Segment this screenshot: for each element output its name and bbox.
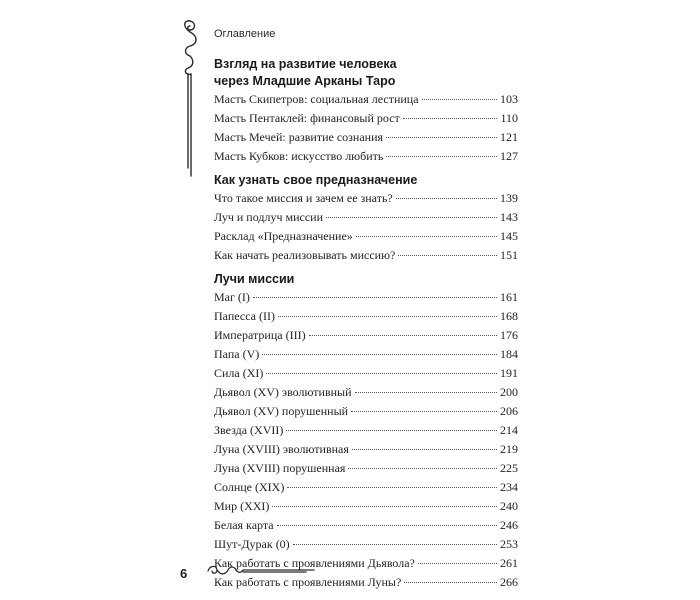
entry-title: Масть Мечей: развитие сознания bbox=[214, 130, 384, 144]
entry-page-number: 103 bbox=[500, 92, 518, 106]
entry-page-number: 200 bbox=[500, 385, 518, 399]
entry-page-number: 145 bbox=[500, 229, 518, 243]
page-number: 6 bbox=[180, 566, 188, 581]
entry-page-number: 191 bbox=[500, 366, 518, 380]
dot-leader bbox=[272, 505, 497, 507]
swirl-line-ornament-icon bbox=[206, 562, 316, 578]
toc-entry[interactable] bbox=[214, 516, 518, 535]
entry-page-number: 168 bbox=[500, 309, 518, 323]
dot-leader bbox=[422, 98, 497, 100]
table-of-contents bbox=[214, 56, 518, 598]
toc-entry[interactable] bbox=[214, 227, 518, 246]
entry-title: Масть Пентаклей: финансовый рост bbox=[214, 111, 400, 125]
entry-page-number: 253 bbox=[500, 537, 518, 551]
entry-page-number: 184 bbox=[500, 347, 518, 361]
toc-section bbox=[214, 56, 518, 166]
entry-page-number: 151 bbox=[500, 248, 518, 262]
dot-leader bbox=[277, 524, 497, 526]
section-title-line: Взгляд на развитие человека bbox=[214, 57, 397, 71]
entry-page-number: 246 bbox=[500, 518, 518, 532]
entry-title: Как начать реализовывать миссию? bbox=[214, 248, 396, 262]
vertical-scroll-ornament-icon bbox=[176, 18, 206, 178]
entry-title: Масть Кубков: искусство любить bbox=[214, 149, 384, 163]
dot-leader bbox=[403, 117, 497, 119]
toc-entry[interactable] bbox=[214, 90, 518, 109]
entry-title: Дьявол (XV) порушенный bbox=[214, 404, 349, 418]
entry-title: Папа (V) bbox=[214, 347, 260, 361]
entry-page-number: 176 bbox=[500, 328, 518, 342]
section-title-line: через Младшие Арканы Таро bbox=[214, 74, 396, 88]
entry-page-number: 214 bbox=[500, 423, 518, 437]
entry-title: Как работать с проявлениями Луны? bbox=[214, 575, 402, 589]
toc-section bbox=[214, 271, 518, 592]
entry-title: Императрица (III) bbox=[214, 328, 306, 342]
toc-entry[interactable] bbox=[214, 421, 518, 440]
section-title-line: Лучи миссии bbox=[214, 272, 295, 286]
entry-title: Сила (XI) bbox=[214, 366, 264, 380]
entry-title: Масть Скипетров: социальная лестница bbox=[214, 92, 419, 106]
entry-title: Расклад «Предназначение» bbox=[214, 229, 353, 243]
entry-page-number: 261 bbox=[500, 556, 518, 570]
section-title-line: Как узнать свое предназначение bbox=[214, 173, 418, 187]
toc-entry[interactable] bbox=[214, 246, 518, 265]
toc-entry[interactable] bbox=[214, 459, 518, 478]
entry-title: Дьявол (XV) эволютивный bbox=[214, 385, 352, 399]
toc-entry[interactable] bbox=[214, 383, 518, 402]
toc-entry[interactable] bbox=[214, 440, 518, 459]
dot-leader bbox=[293, 543, 497, 545]
toc-entry[interactable] bbox=[214, 307, 518, 326]
dot-leader bbox=[396, 197, 497, 199]
section-title bbox=[214, 172, 518, 189]
toc-entry[interactable] bbox=[214, 326, 518, 345]
toc-entry[interactable] bbox=[214, 128, 518, 147]
toc-entry[interactable] bbox=[214, 345, 518, 364]
dot-leader bbox=[386, 155, 497, 157]
dot-leader bbox=[278, 315, 497, 317]
dot-leader bbox=[398, 254, 497, 256]
entry-title: Что такое миссия и зачем ее знать? bbox=[214, 191, 393, 205]
dot-leader bbox=[352, 448, 497, 450]
entry-page-number: 139 bbox=[500, 191, 518, 205]
entry-title: Солнце (XIX) bbox=[214, 480, 285, 494]
dot-leader bbox=[356, 235, 497, 237]
toc-entry[interactable] bbox=[214, 364, 518, 383]
toc-entry[interactable] bbox=[214, 288, 518, 307]
toc-entry[interactable] bbox=[214, 497, 518, 516]
dot-leader bbox=[326, 216, 497, 218]
entry-title: Белая карта bbox=[214, 518, 274, 532]
entry-title: Луна (XVIII) порушенная bbox=[214, 461, 346, 475]
entry-title: Шут-Дурак (0) bbox=[214, 537, 290, 551]
entry-page-number: 240 bbox=[500, 499, 518, 513]
entry-page-number: 110 bbox=[500, 111, 518, 125]
toc-entry[interactable] bbox=[214, 189, 518, 208]
dot-leader bbox=[355, 391, 497, 393]
entry-page-number: 234 bbox=[500, 480, 518, 494]
entry-title: Мир (XXI) bbox=[214, 499, 270, 513]
dot-leader bbox=[309, 334, 497, 336]
dot-leader bbox=[348, 467, 497, 469]
dot-leader bbox=[386, 136, 497, 138]
section-title bbox=[214, 56, 518, 90]
entry-page-number: 143 bbox=[500, 210, 518, 224]
entry-page-number: 127 bbox=[500, 149, 518, 163]
dot-leader bbox=[266, 372, 497, 374]
dot-leader bbox=[404, 581, 497, 583]
toc-section bbox=[214, 172, 518, 265]
entry-page-number: 161 bbox=[500, 290, 518, 304]
dot-leader bbox=[262, 353, 497, 355]
entry-title: Маг (I) bbox=[214, 290, 250, 304]
toc-entry[interactable] bbox=[214, 208, 518, 227]
entry-title: Папесса (II) bbox=[214, 309, 275, 323]
toc-entry[interactable] bbox=[214, 535, 518, 554]
dot-leader bbox=[286, 429, 497, 431]
dot-leader bbox=[287, 486, 497, 488]
running-head: Оглавление bbox=[214, 28, 276, 40]
dot-leader bbox=[418, 562, 497, 564]
entry-title: Звезда (XVII) bbox=[214, 423, 284, 437]
entry-page-number: 225 bbox=[500, 461, 518, 475]
toc-entry[interactable] bbox=[214, 402, 518, 421]
entry-page-number: 266 bbox=[500, 575, 518, 589]
toc-entry[interactable] bbox=[214, 478, 518, 497]
toc-entry[interactable] bbox=[214, 109, 518, 128]
dot-leader bbox=[351, 410, 497, 412]
entry-page-number: 121 bbox=[500, 130, 518, 144]
entry-page-number: 219 bbox=[500, 442, 518, 456]
entry-title: Луч и подлуч миссии bbox=[214, 210, 324, 224]
toc-entry[interactable] bbox=[214, 147, 518, 166]
entry-title: Как работать с проявлениями Дьявола? bbox=[214, 556, 415, 570]
entry-page-number: 206 bbox=[500, 404, 518, 418]
dot-leader bbox=[253, 296, 497, 298]
section-title bbox=[214, 271, 518, 288]
entry-title: Луна (XVIII) эволютивная bbox=[214, 442, 349, 456]
